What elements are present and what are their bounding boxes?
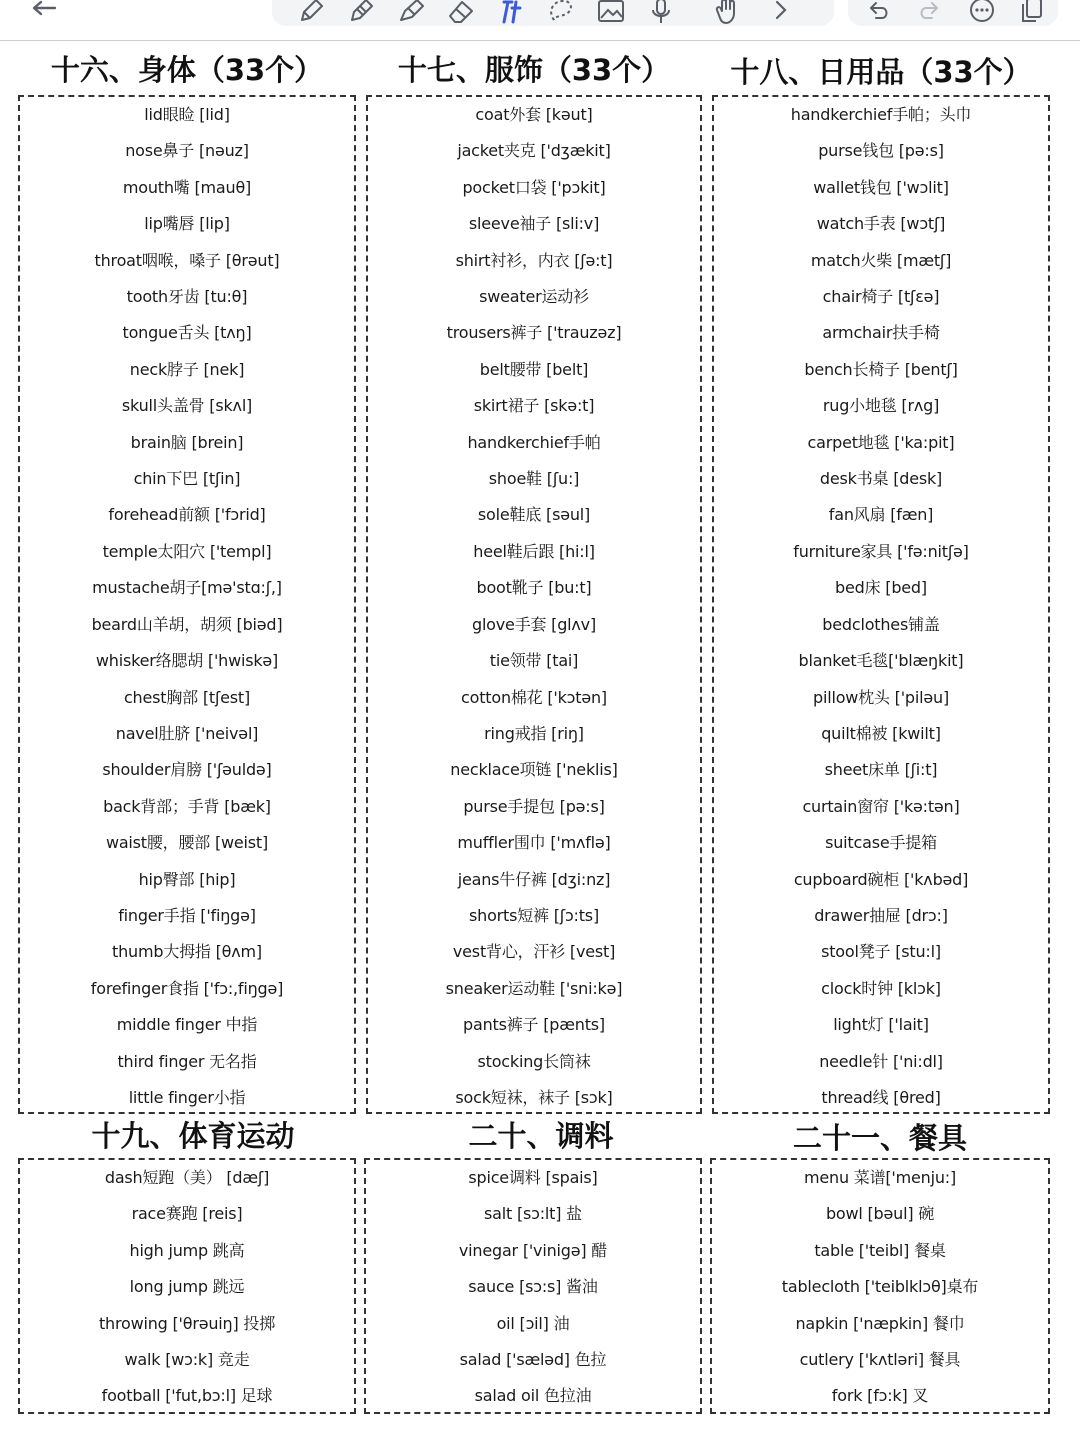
vocab-box-body	[18, 95, 356, 1114]
redo-icon[interactable]	[916, 0, 950, 24]
eraser-icon[interactable]	[446, 0, 480, 24]
vocab-entry: jeans牛仔裤 [dʒi:nz]	[457, 869, 611, 889]
vocab-entry: sweater运动衫	[479, 287, 589, 307]
vocab-entry: bedclothes铺盖	[822, 614, 940, 634]
vocab-entry: match火柴 [mætʃ]	[810, 250, 952, 270]
vocab-entry: beard山羊胡，胡须 [biəd]	[91, 614, 283, 634]
vocab-entry: fan风扇 [fæn]	[828, 505, 934, 525]
highlighter-icon[interactable]	[346, 0, 380, 24]
vocab-entry: pocket口袋 ['pɔkit]	[462, 177, 606, 197]
section-title-clothing: 十七、服饰（33个）	[397, 53, 671, 87]
vocab-entry: chair椅子 [tʃɛə]	[822, 287, 940, 307]
vocab-entry: stool凳子 [stu:l]	[821, 942, 941, 962]
vocab-entry: tooth牙齿 [tu:θ]	[126, 287, 248, 307]
vocab-entry: third finger 无名指	[117, 1051, 257, 1071]
text-tool-icon[interactable]	[496, 0, 530, 24]
vocab-entry: vest背心，汗衫 [vest]	[452, 942, 616, 962]
vocab-entry: sheet床单 [ʃi:t]	[824, 760, 938, 780]
vocab-entry: wallet钱包 ['wɔlit]	[813, 177, 949, 197]
lasso-icon[interactable]	[546, 0, 580, 24]
vocab-entry: chin下巴 [tʃin]	[133, 469, 241, 489]
vocab-entry: table ['teibl] 餐桌	[814, 1240, 946, 1260]
vocab-entry: ring戒指 [riŋ]	[484, 723, 584, 743]
section-title-body: 十六、身体（33个）	[50, 53, 324, 87]
vocab-entry: vinegar ['vinigə] 醋	[458, 1240, 608, 1260]
vocab-box-clothing	[366, 95, 702, 1114]
vocab-entry: back背部；手背 [bæk]	[103, 796, 271, 816]
vocab-entry: brain脑 [brein]	[130, 432, 244, 452]
vocab-entry: long jump 跳远	[129, 1277, 245, 1297]
actions-group	[848, 0, 1058, 26]
vocab-entry: clock时钟 [klɔk]	[821, 978, 941, 998]
vocab-entry: sole鞋底 [səul]	[477, 505, 591, 525]
vocab-entry: necklace项链 ['neklis]	[450, 760, 618, 780]
vocab-entry: thumb大拇指 [θʌm]	[112, 942, 262, 962]
vocab-entry: finger手指 ['fiŋgə]	[118, 905, 256, 925]
vocab-entry: sauce [sɔ:s] 酱油	[468, 1277, 598, 1297]
vocab-entry: shoulder肩膀 ['ʃəuldə]	[102, 760, 272, 780]
vocab-entry: tie领带 [tai]	[489, 651, 579, 671]
vocab-entry: menu 菜谱['menju:]	[803, 1168, 957, 1187]
drawing-tools-group	[272, 0, 834, 26]
vocab-entry: purse手提包 [pə:s]	[463, 796, 605, 816]
vocab-entry: coat外套 [kəut]	[475, 105, 593, 124]
vocab-entry: walk [wɔ:k] 竞走	[124, 1350, 250, 1370]
vocab-entry: handkerchief手帕	[467, 432, 601, 452]
vocab-entry: skirt裙子 [skə:t]	[473, 396, 595, 416]
vocab-entry: cotton棉花 ['kɔtən]	[461, 687, 607, 707]
vocab-entry: little finger小指	[128, 1087, 246, 1107]
copy-icon[interactable]	[1018, 0, 1052, 24]
vocab-entry: drawer抽屉 [drɔ:]	[814, 905, 948, 925]
vocab-entry: bed床 [bed]	[835, 578, 927, 598]
vocab-box-sports	[18, 1158, 356, 1414]
vocab-entry: suitcase手提箱	[825, 833, 937, 853]
vocab-entry: mustache胡子[mə'stɑ:ʃ,]	[92, 578, 282, 598]
vocab-entry: lip嘴唇 [lip]	[144, 214, 230, 234]
vocab-entry: sock短袜，袜子 [sɔk]	[455, 1087, 613, 1107]
vocab-entry: spice调料 [spais]	[468, 1168, 598, 1187]
vocab-entry: curtain窗帘 ['kə:tən]	[802, 796, 960, 816]
vocab-entry: pants裤子 [pænts]	[463, 1015, 605, 1035]
undo-icon[interactable]	[864, 0, 898, 24]
vocab-entry: forefinger食指 ['fɔ:,fiŋgə]	[90, 978, 284, 998]
vocab-entry: boot靴子 [bu:t]	[476, 578, 592, 598]
hand-icon[interactable]	[712, 0, 746, 24]
vocab-entry: waist腰，腰部 [weist]	[105, 833, 269, 853]
vocab-entry: furniture家具 ['fə:nitʃə]	[793, 541, 969, 561]
vocab-box-seasoning	[364, 1158, 702, 1414]
vocab-entry: sneaker运动鞋 ['sni:kə]	[445, 978, 623, 998]
vocab-entry: napkin ['næpkin] 餐巾	[795, 1313, 965, 1333]
vocab-entry: tablecloth ['teiblklɔθ]桌布	[781, 1277, 979, 1297]
vocab-entry: navel肚脐 ['neivəl]	[115, 723, 259, 743]
vocab-entry: cutlery ['kʌtləri] 餐具	[799, 1350, 961, 1370]
vocab-entry: bowl [bəul] 碗	[825, 1204, 935, 1224]
section-title-tableware: 二十一、餐具	[792, 1121, 967, 1155]
vocab-entry: pillow枕头 ['piləu]	[813, 687, 949, 707]
vocab-entry: belt腰带 [belt]	[479, 359, 589, 379]
vocab-entry: purse钱包 [pə:s]	[818, 141, 944, 161]
pen-icon[interactable]	[296, 0, 330, 24]
toolbar	[0, 0, 1080, 41]
vocab-entry: hip臀部 [hip]	[138, 869, 236, 889]
vocab-entry: armchair扶手椅	[822, 323, 940, 343]
vocab-entry: blanket毛毯['blæŋkit]	[798, 651, 964, 671]
vocab-entry: stocking长筒袜	[477, 1051, 591, 1071]
vocab-entry: chest胸部 [tʃest]	[123, 687, 251, 707]
vocab-entry: fork [fɔ:k] 叉	[831, 1386, 929, 1406]
vocab-entry: rug小地毯 [rʌg]	[822, 396, 940, 416]
section-title-daily-goods: 十八、日用品（33个）	[730, 55, 1032, 89]
vocab-entry: muffler围巾 ['mʌflə]	[457, 833, 611, 853]
vocab-entry: whisker络腮胡 ['hwiskə]	[95, 651, 279, 671]
vocab-entry: forehead前额 ['fɔrid]	[108, 505, 266, 525]
more-icon[interactable]	[968, 0, 1002, 24]
vocab-entry: temple太阳穴 ['templ]	[102, 541, 272, 561]
chevron-right-icon[interactable]	[766, 0, 800, 24]
vocab-entry: thread线 [θred]	[821, 1087, 941, 1107]
vocab-entry: tongue舌头 [tʌŋ]	[122, 323, 252, 343]
back-arrow-icon[interactable]	[26, 0, 62, 22]
vocab-entry: high jump 跳高	[129, 1240, 245, 1260]
vocab-entry: throwing ['θrəuiŋ] 投掷	[98, 1313, 276, 1333]
vocab-entry: bench长椅子 [bentʃ]	[804, 359, 958, 379]
vocab-entry: skull头盖骨 [skʌl]	[121, 396, 253, 416]
vocab-entry: shoe鞋 [ʃu:]	[488, 469, 580, 489]
vocab-entry: shorts短裤 [ʃɔ:ts]	[469, 905, 599, 925]
vocab-entry: middle finger 中指	[116, 1015, 258, 1035]
microphone-icon[interactable]	[646, 0, 680, 24]
vocab-entry: desk书桌 [desk]	[819, 469, 943, 489]
vocab-entry: dash短跑（美） [dæʃ]	[104, 1168, 270, 1187]
vocab-entry: sleeve袖子 [sli:v]	[468, 214, 600, 234]
vocab-entry: football ['fut,bɔ:l] 足球	[101, 1386, 273, 1406]
vocab-entry: quilt棉被 [kwilt]	[821, 723, 941, 743]
vocab-entry: watch手表 [wɔtʃ]	[816, 214, 946, 234]
vocab-entry: light灯 ['lait]	[833, 1015, 929, 1035]
section-title-seasoning: 二十、调料	[468, 1119, 614, 1153]
vocab-entry: handkerchief手帕；头巾	[790, 105, 972, 124]
vocab-entry: carpet地毯 ['ka:pit]	[807, 432, 955, 452]
vocab-entry: jacket夹克 ['dʒækit]	[457, 141, 611, 161]
vocab-entry: lid眼睑 [lid]	[144, 105, 230, 124]
vocab-entry: race赛跑 [reis]	[131, 1204, 243, 1224]
vocab-entry: salad ['sæləd] 色拉	[459, 1350, 607, 1370]
vocab-box-daily-goods	[712, 95, 1050, 1114]
vocab-entry: needle针 ['ni:dl]	[819, 1051, 943, 1071]
vocab-entry: neck脖子 [nek]	[129, 359, 245, 379]
vocab-entry: cupboard碗柜 ['kʌbəd]	[793, 869, 969, 889]
vocab-entry: glove手套 [glʌv]	[471, 614, 596, 634]
vocab-entry: salad oil 色拉油	[474, 1386, 592, 1406]
vocab-entry: salt [sɔ:lt] 盐	[484, 1204, 582, 1224]
vocab-entry: shirt衬衫，内衣 [ʃə:t]	[455, 250, 613, 270]
vocab-entry: nose鼻子 [nəuz]	[125, 141, 249, 161]
image-icon[interactable]	[596, 0, 630, 24]
marker-icon[interactable]	[396, 0, 430, 24]
vocab-entry: mouth嘴 [mauθ]	[122, 177, 252, 197]
vocab-entry: throat咽喉，嗓子 [θrəut]	[94, 250, 280, 270]
vocab-box-tableware	[710, 1158, 1050, 1414]
vocab-entry: trousers裤子 ['trauzəz]	[446, 323, 622, 343]
vocab-entry: oil [ɔil] 油	[496, 1313, 570, 1333]
section-title-sports: 十九、体育运动	[91, 1119, 295, 1153]
vocab-entry: heel鞋后跟 [hi:l]	[473, 541, 595, 561]
